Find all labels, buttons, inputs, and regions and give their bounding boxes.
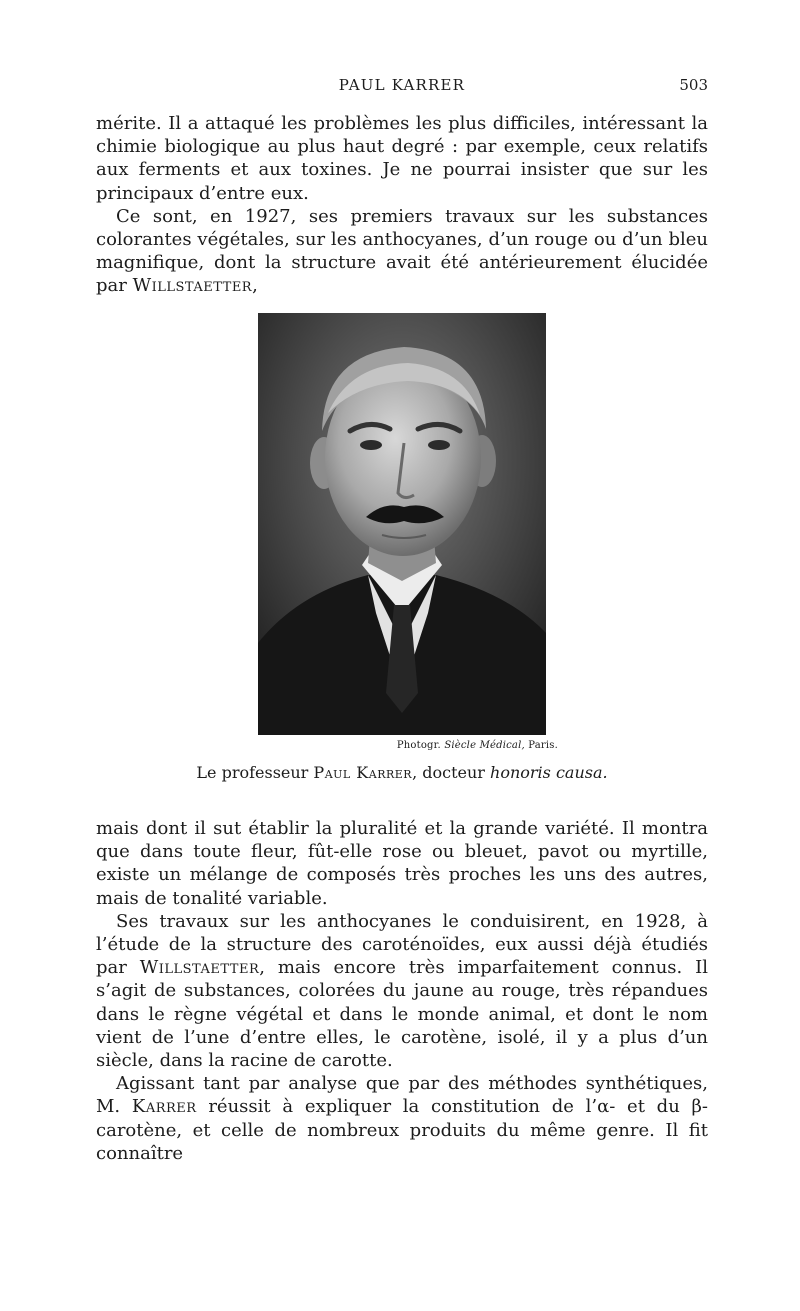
- paragraph: [96, 1072, 708, 1165]
- portrait-illustration: [258, 313, 546, 735]
- caption-middle: , docteur: [412, 763, 491, 782]
- text-run: Ses travaux sur les anthocyanes le conduisirent, en 1928, à l’étude de la structure des caroténoïdes, eux aussi déjà étudiés par: [96, 910, 708, 979]
- text-run: , mais encore très imparfaitement connus. Il s’agit de substances, colorées du jaune au rouge, très répandues dans le règne végétal et dans le monde animal, et dont le nom vient de l’une d’entre elles, le carotène, isolé, il y a plus d’un siècle, dans la racine de carotte.: [96, 957, 708, 1072]
- portrait-photo: [258, 313, 546, 735]
- paragraph: [96, 817, 708, 910]
- caption-name: Paul Karrer: [313, 763, 413, 782]
- photo-credit: [258, 740, 558, 751]
- small-caps-name: Karrer: [131, 1096, 197, 1118]
- text-run: Ce sont, en 1927, ses premiers travaux sur les substances colorantes végétales, sur les anthocyanes, d’un rouge ou d’un bleu magnifique, dont la structure avait été antérieurement élucidée par: [96, 205, 708, 297]
- body-text-top: [96, 112, 708, 298]
- caption-italic: honoris causa.: [490, 763, 608, 782]
- caption-prefix: Le professeur: [196, 763, 314, 782]
- page-number: 503: [679, 76, 708, 94]
- text-run: Agissant tant par analyse que par des méthodes synthétiques, M.: [96, 1073, 708, 1118]
- text-run: réussit à expliquer la constitution de l’α- et du β- carotène, et celle de nombreux produits du même genre. Il fit connaître: [96, 1096, 709, 1164]
- text-run: mais dont il sut établir la pluralité et la grande variété. Il montra que dans toute fleur, fût-elle rose ou bleuet, pavot ou myrtille, existe un mélange de composés très proches les uns des autres, mais de tonalité variable.: [96, 818, 708, 909]
- paragraph: [96, 112, 708, 205]
- small-caps-name: Willstaetter: [132, 275, 253, 297]
- small-caps-name: Willstaetter: [139, 957, 260, 979]
- text-run: mérite. Il a attaqué les problèmes les plus difficiles, intéressant la chimie biologique au plus haut degré : par exemple, ceux relatifs aux ferments et aux toxines. Je ne pourrai insister que sur les principaux d’entre eux.: [96, 113, 708, 204]
- photo-credit-source: Siècle Médical,: [444, 740, 525, 751]
- paragraph: [96, 910, 708, 1072]
- photo-credit-label: Photogr.: [396, 740, 441, 751]
- photo-caption: [96, 763, 708, 782]
- running-title: PAUL KARRER: [338, 76, 466, 94]
- body-text-bottom: [96, 817, 708, 1165]
- text-run: ,: [252, 275, 258, 297]
- running-head: [96, 76, 708, 98]
- photo-credit-city: Paris.: [528, 740, 558, 751]
- paragraph: [96, 205, 708, 298]
